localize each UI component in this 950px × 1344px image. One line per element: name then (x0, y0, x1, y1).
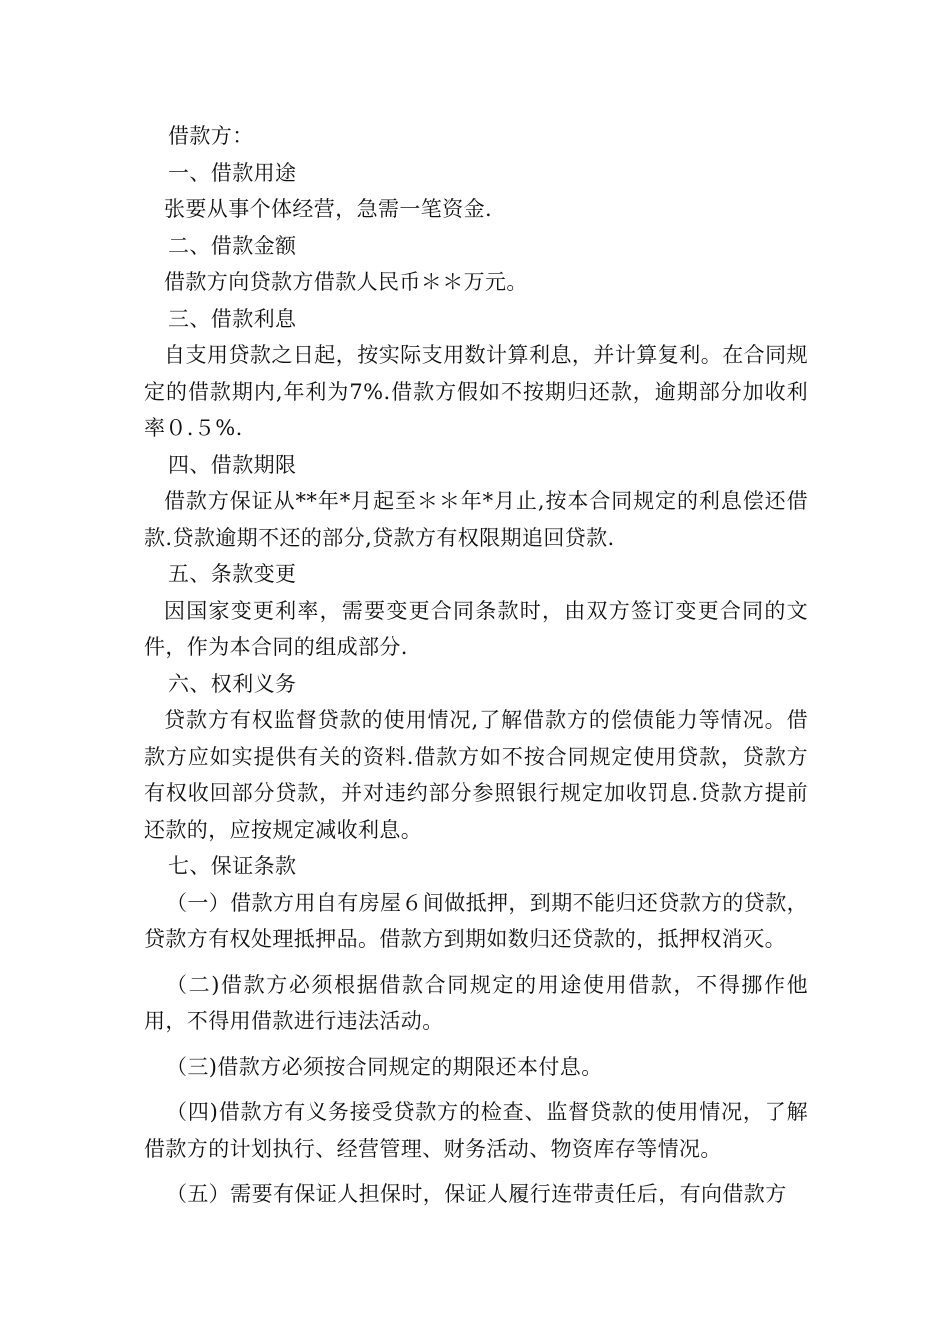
section-body: 张要从事个体经营，急需一笔资金. (164, 197, 493, 221)
section-heading: 一、借款用途 (168, 160, 297, 185)
clause-item: （三)借款方必须按合同规定的期限还本付息。 (166, 1054, 603, 1079)
section-heading: 四、借款期限 (168, 452, 297, 477)
clause-item: （一）借款方用自有房屋６间做抵押，到期不能归还贷款方的贷款，贷款方有权处理抵押品。借款方到期如数归还贷款的，抵押权消灭。 (144, 890, 808, 951)
section-body: 借款方保证从**年*月起至＊＊年*月止,按本合同规定的利息偿还借款.贷款逾期不还的部分,贷款方有权限期追回贷款. (144, 489, 808, 550)
party-label: 借款方： (168, 124, 254, 148)
section-heading: 二、借款金额 (168, 233, 297, 258)
section-heading: 三、借款利息 (168, 306, 297, 331)
clause-item: （五）需要有保证人担保时，保证人履行连带责任后，有向借款方 (166, 1182, 787, 1206)
clause-item: （二)借款方必须根据借款合同规定的用途使用借款，不得挪作他用，不得用借款进行违法活动。 (144, 972, 808, 1033)
section-body: 借款方向贷款方借款人民币＊＊万元。 (164, 270, 528, 294)
document-body (144, 118, 808, 1213)
section-body: 因国家变更利率，需要变更合同条款时，由双方签订变更合同的文件，作为本合同的组成部分. (144, 598, 808, 659)
section-body: 贷款方有权监督贷款的使用情况,了解借款方的偿债能力等情况。借款方应如实提供有关的资料.借款方如不按合同规定使用贷款，贷款方有权收回部分贷款，并对违约部分参照银行规定加收罚息.贷款方提前还款的，应按规定减收利息。 (144, 708, 808, 842)
section-body: 自支用贷款之日起，按实际支用数计算利息，并计算复利。在合同规定的借款期内,年利为7%.借款方假如不按期归还款，逾期部分加收利率０.５%. (144, 343, 808, 440)
section-heading: 六、权利义务 (168, 671, 297, 696)
section-heading: 五、条款变更 (168, 562, 297, 586)
section-heading: 七、保证条款 (168, 854, 297, 878)
clause-item: （四)借款方有义务接受贷款方的检查、监督贷款的使用情况，了解借款方的计划执行、经营管理、财务活动、物资库存等情况。 (144, 1100, 808, 1161)
